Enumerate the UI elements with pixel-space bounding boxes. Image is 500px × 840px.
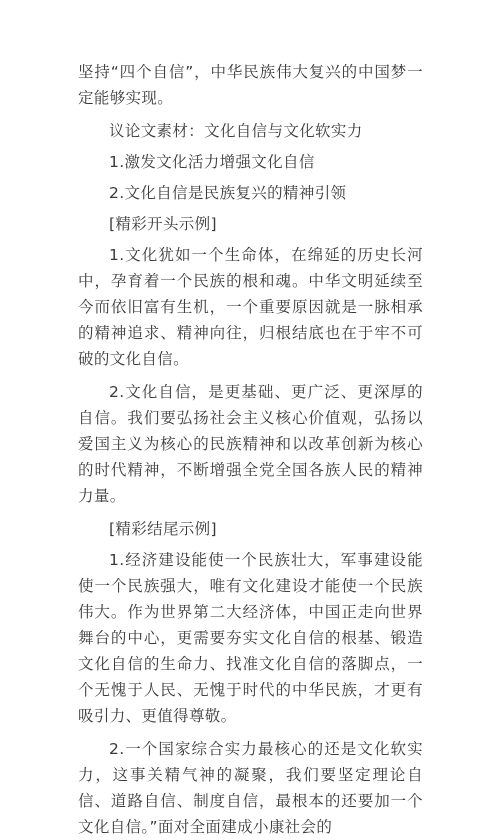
opening-example-2: 2.文化自信，是更基础、更广泛、更深厚的自信。我们要弘扬社会主义核心价值观，弘扬以爱国主义为核心的民族精神和以改革创新为核心的时代精神，不断增强全党全国各族人民的精神力量。 — [78, 383, 423, 505]
closing-example-2: 2.一个国家综合实力最核心的还是文化软实力，这事关精气神的凝聚，我们要坚定理论自信、道路自信、制度自信，最根本的还要加一个文化自信。”面对全面建成小康社会的 — [78, 740, 423, 836]
section-heading: 议论文素材：文化自信与文化软实力 — [109, 122, 363, 140]
document-body — [78, 59, 423, 840]
topic-item-1: 1.激发文化活力增强文化自信 — [109, 153, 315, 171]
opening-examples-heading: [精彩开头示例] — [109, 215, 217, 233]
topic-item-2: 2.文化自信是民族复兴的精神引领 — [109, 184, 347, 202]
opening-example-1: 1.文化犹如一个生命体，在绵延的历史长河中，孕育着一个民族的根和魂。中华文明延续至今而依旧富有生机，一个重要原因就是一脉相承的精神追求、精神向往，归根结底也在于牢不可破的文化自信。 — [78, 246, 423, 368]
closing-example-1: 1.经济建设能使一个民族壮大，军事建设能使一个民族强大，唯有文化建设才能使一个民族伟大。作为世界第二大经济体，中国正走向世界舞台的中心，更需要夯实文化自信的根基、锻造文化自信的生命力、找准文化自信的落脚点，一个无愧于人民、无愧于时代的中华民族，才更有吸引力、更值得尊敬。 — [78, 551, 423, 725]
intro-paragraph: 坚持“四个自信”，中华民族伟大复兴的中国梦一定能够实现。 — [78, 63, 423, 107]
closing-examples-heading: [精彩结尾示例] — [109, 520, 217, 538]
